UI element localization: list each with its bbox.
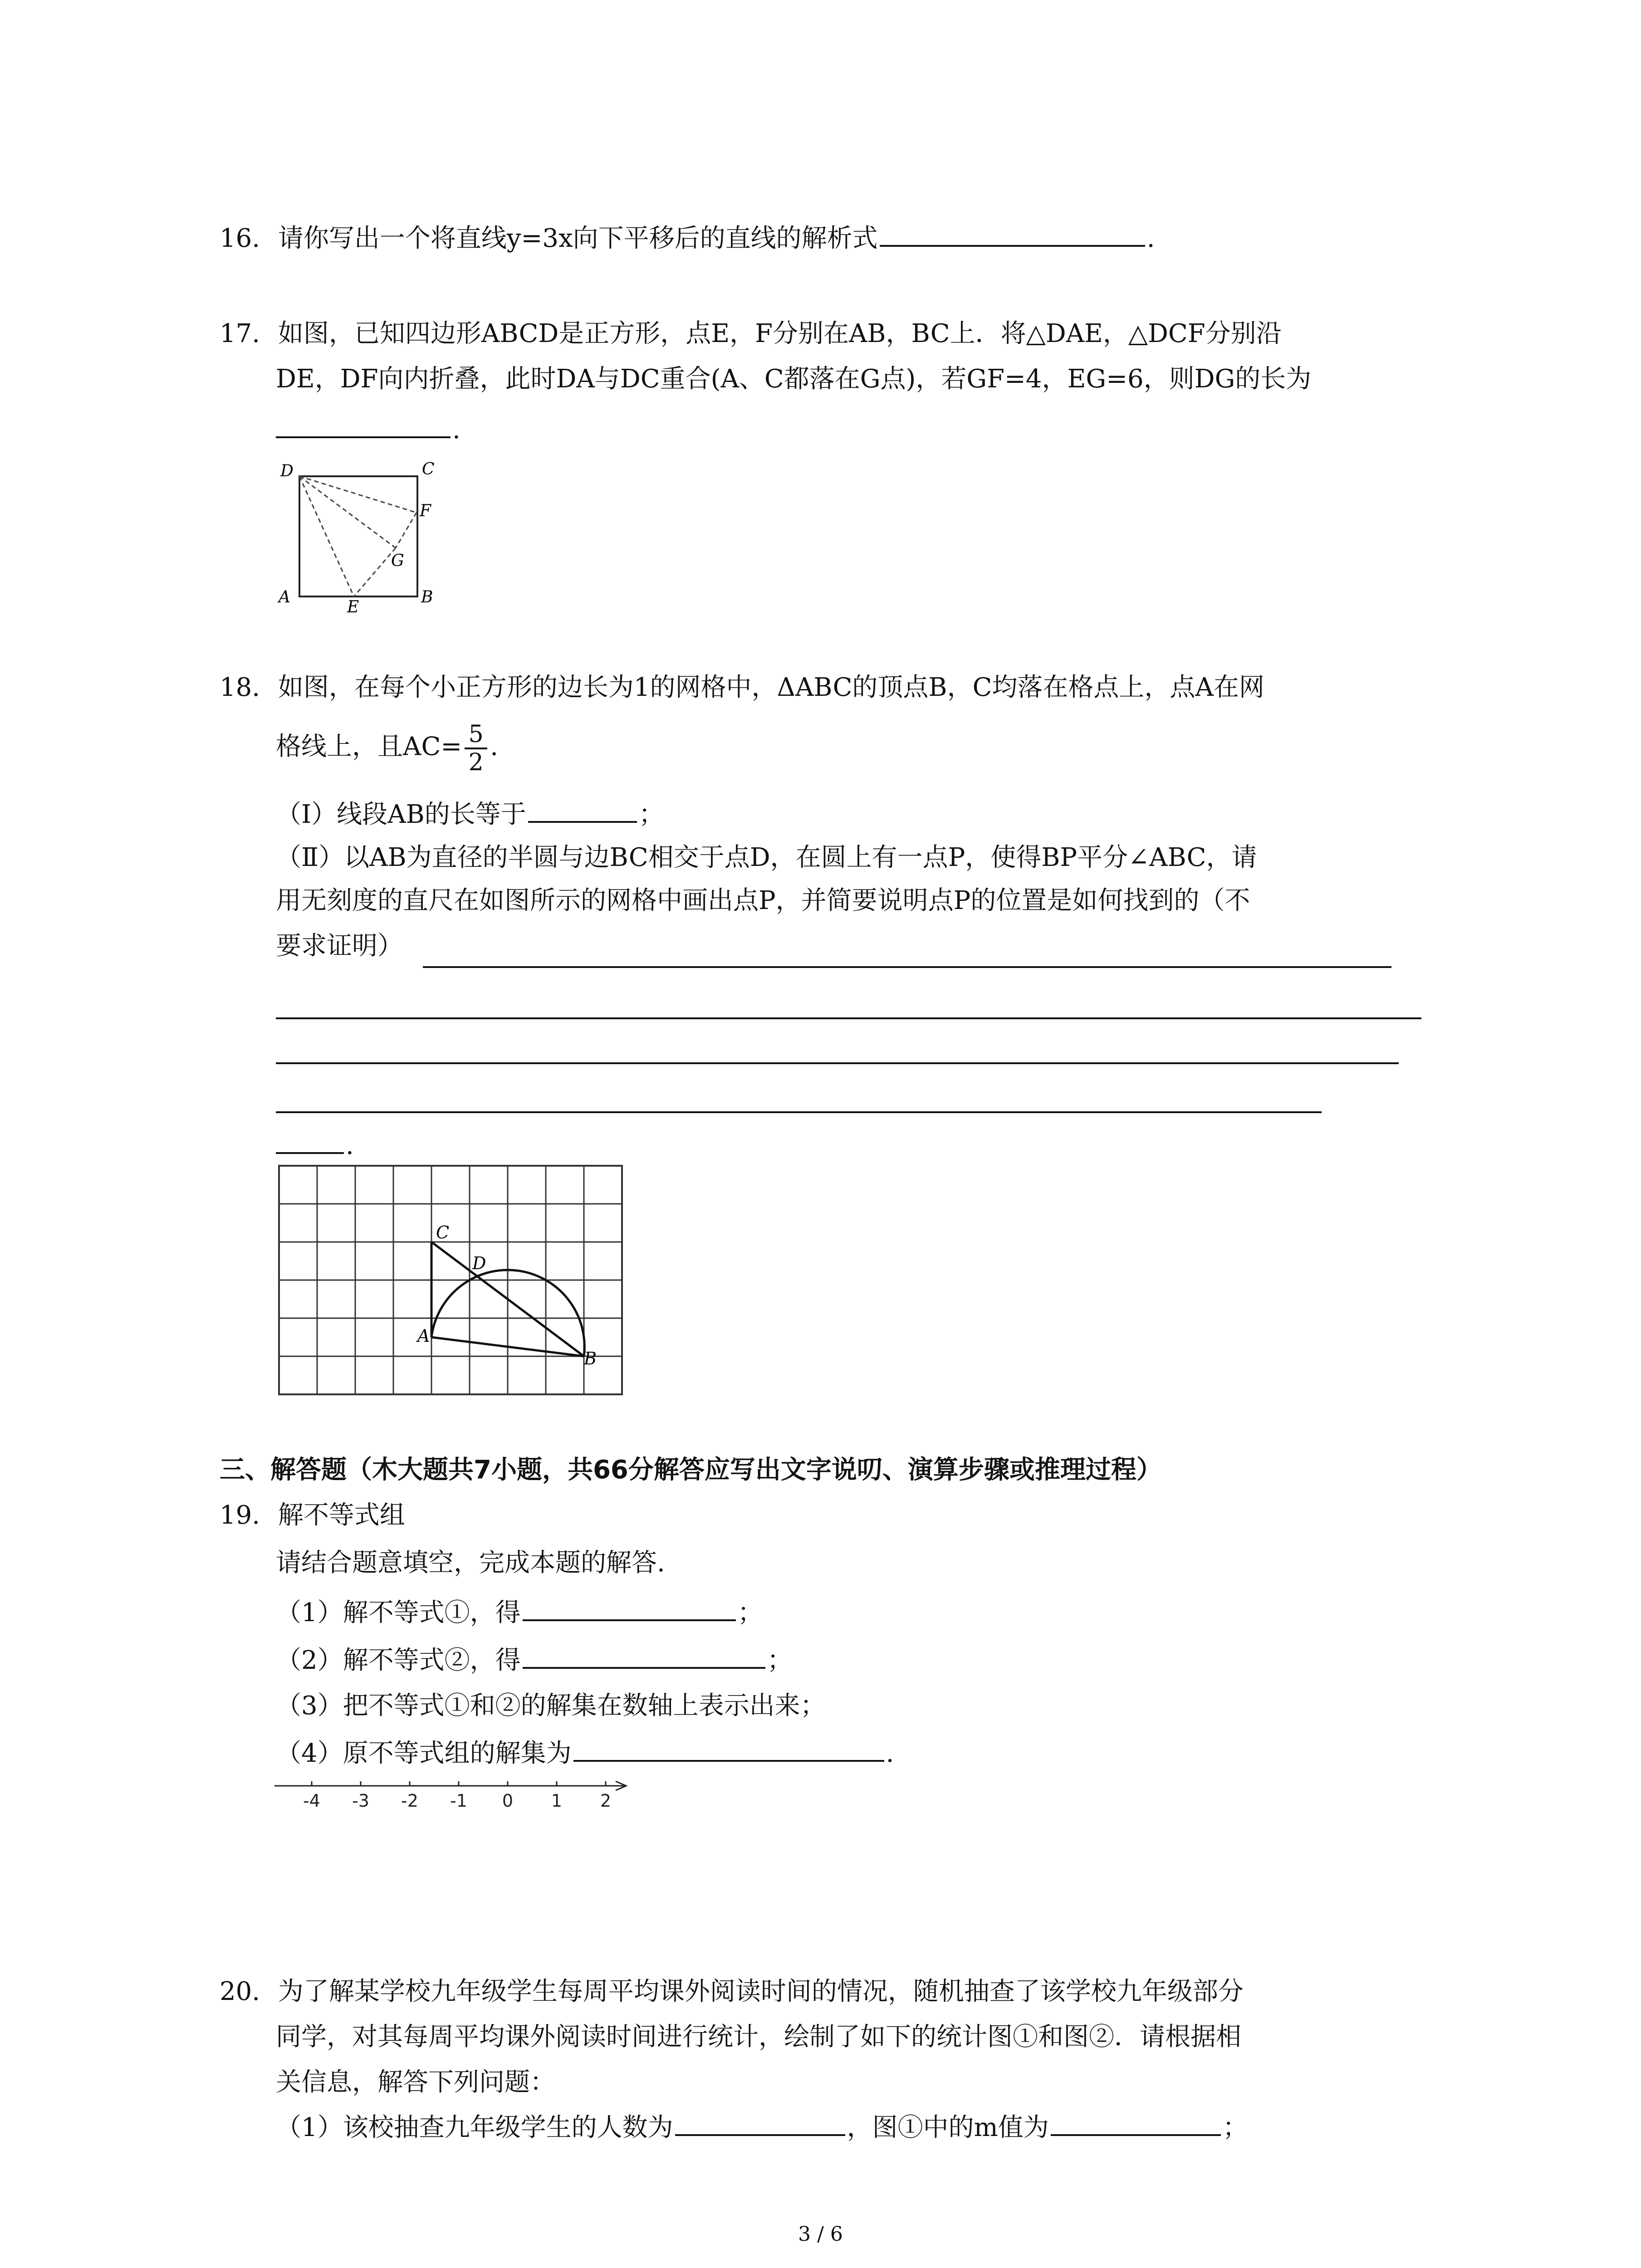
q18-answer-line2[interactable] xyxy=(276,1017,1421,1019)
q17-label-a: A xyxy=(279,588,290,606)
q18-frac-numerator: 5 xyxy=(468,721,484,748)
q17-line1 xyxy=(220,318,1282,350)
q19-step2-end: ； xyxy=(767,1646,793,1675)
q20-line3 xyxy=(276,2066,555,2099)
q19-axis-tick: -1 xyxy=(450,1791,467,1811)
q17-label-b: B xyxy=(421,588,433,606)
q18-answer-line1[interactable] xyxy=(423,966,1391,968)
q19-intro-line xyxy=(276,1547,665,1579)
q17-label-g: G xyxy=(391,552,404,570)
page-number: 3 / 6 xyxy=(798,2223,843,2246)
q20-count-blank[interactable] xyxy=(675,2133,845,2136)
q17-end: . xyxy=(452,415,460,445)
q20-number: 20. xyxy=(220,1977,260,2006)
q18-answer-last xyxy=(276,1129,354,1162)
q19-step3-text: （3）把不等式①和②的解集在数轴上表示出来； xyxy=(276,1691,826,1721)
q19-step3 xyxy=(276,1690,826,1722)
q17-square-figure xyxy=(272,458,436,616)
q19-step2-blank[interactable] xyxy=(523,1666,765,1669)
q16-line xyxy=(220,222,1155,255)
q18-answer-line4[interactable] xyxy=(276,1111,1322,1113)
q19-step2 xyxy=(276,1644,793,1677)
q19-step1-text: （1）解不等式①，得 xyxy=(276,1598,521,1628)
q20-sub1-text: （1）该校抽查九年级学生的人数为 xyxy=(276,2113,673,2142)
section3-title: 三、解答题（木大题共7小题，共66分解答应写出文字说叨、演算步骤或推理过程） xyxy=(220,1455,1162,1485)
q17-label-f: F xyxy=(420,502,431,520)
q19-intro: 请结合题意填空，完成本题的解答. xyxy=(276,1548,665,1578)
q19-step4-text: （4）原不等式组的解集为 xyxy=(276,1739,572,1768)
q19-number-line xyxy=(274,1776,633,1817)
q20-sub1 xyxy=(276,2112,1248,2144)
q19-axis-tick: -2 xyxy=(401,1791,418,1811)
q18-part1-blank[interactable] xyxy=(528,820,637,823)
q17-label-c: C xyxy=(422,460,435,479)
section3-heading xyxy=(220,1454,1162,1486)
q16-number: 16. xyxy=(220,224,260,253)
q18-grid-figure xyxy=(279,1166,624,1397)
q19-step4 xyxy=(276,1737,894,1770)
q17-label-e: E xyxy=(347,598,359,616)
q17-answer-blank[interactable] xyxy=(276,435,451,438)
q18-line2-end: . xyxy=(490,732,499,762)
q18-label-d: D xyxy=(472,1253,486,1273)
q18-part2-line2 xyxy=(276,885,1250,917)
q17-line3 xyxy=(276,414,460,446)
q19-step4-end: . xyxy=(886,1739,894,1768)
q18-label-b: B xyxy=(584,1349,597,1369)
q19-axis-tick: 2 xyxy=(600,1791,612,1811)
q17-label-d: D xyxy=(280,462,294,480)
q19-step1-end: ； xyxy=(737,1598,763,1628)
q20-sub1-end: ； xyxy=(1222,2113,1248,2142)
q19-axis-tick: -3 xyxy=(352,1791,369,1811)
q18-number: 18. xyxy=(220,673,260,702)
q19-step4-blank[interactable] xyxy=(573,1759,884,1762)
q20-line2 xyxy=(276,2021,1241,2053)
q18-part1 xyxy=(276,798,664,831)
q19-title: 解不等式组 xyxy=(278,1501,405,1530)
q18-answer-end: . xyxy=(346,1131,354,1160)
q18-part2-line3 xyxy=(276,930,403,963)
q18-line2 xyxy=(276,721,498,776)
q18-text-line2: 格线上，且AC= xyxy=(276,732,462,762)
q17-text-line1: 如图，已知四边形ABCD是正方形，点E，F分别在AB，BC上．将△DAE，△DCF分别沿 xyxy=(278,319,1282,348)
q16-end: . xyxy=(1146,224,1155,253)
q20-text-line2: 同学，对其每周平均课外阅读时间进行统计，绘制了如下的统计图①和图②．请根据相 xyxy=(276,2022,1241,2052)
q18-part1-end: ； xyxy=(638,800,664,829)
q19-axis-tick: -4 xyxy=(303,1791,320,1811)
q19-number: 19. xyxy=(220,1501,260,1530)
q20-text-line1: 为了解某学校九年级学生每周平均课外阅读时间的情况，随机抽查了该学校九年级部分 xyxy=(278,1977,1244,2006)
q18-part2-text2: 用无刻度的直尺在如图所示的网格中画出点P，并简要说明点P的位置是如何找到的（不 xyxy=(276,886,1250,915)
q19-step2-text: （2）解不等式②，得 xyxy=(276,1646,521,1675)
q16-text: 请你写出一个将直线y=3x向下平移后的直线的解析式 xyxy=(278,224,878,253)
q18-frac-denominator: 2 xyxy=(468,749,484,776)
q18-part2-line1 xyxy=(276,841,1257,874)
q18-part2-text1: （Ⅱ）以AB为直径的半圆与边BC相交于点D，在圆上有一点P，使得BP平分∠ABC，请 xyxy=(276,843,1257,872)
q20-sub1-mid: ，图①中的m值为 xyxy=(847,2113,1049,2142)
q19-axis-tick: 1 xyxy=(551,1791,563,1811)
q18-answer-line5[interactable] xyxy=(276,1151,344,1154)
q18-answer-line3[interactable] xyxy=(276,1062,1399,1064)
q18-part1-text: （Ⅰ）线段AB的长等于 xyxy=(276,800,526,829)
q17-number: 17. xyxy=(220,319,260,348)
q20-text-line3: 关信息，解答下列问题： xyxy=(276,2068,555,2097)
q18-grid xyxy=(279,1166,622,1394)
q18-text-line1: 如图，在每个小正方形的边长为1的网格中，ΔABC的顶点B，C均落在格点上，点A在网 xyxy=(278,673,1264,702)
q18-label-c: C xyxy=(436,1222,450,1242)
q19-line1 xyxy=(220,1499,405,1532)
q17-line2 xyxy=(276,363,1311,396)
q16-answer-blank[interactable] xyxy=(880,244,1145,247)
q20-line1 xyxy=(220,1975,1244,2008)
q20-m-blank[interactable] xyxy=(1051,2133,1221,2136)
q17-text-line2: DE，DF向内折叠，此时DA与DC重合(A、C都落在G点)，若GF=4，EG=6，则DG的长为 xyxy=(276,364,1312,394)
q18-part2-text3: 要求证明） xyxy=(276,931,403,961)
q18-fraction xyxy=(465,721,487,776)
q18-line1 xyxy=(220,671,1264,704)
q19-step1 xyxy=(276,1597,763,1629)
q19-step1-blank[interactable] xyxy=(523,1618,736,1621)
q18-label-a: A xyxy=(417,1326,430,1346)
q19-axis-tick: 0 xyxy=(502,1791,514,1811)
